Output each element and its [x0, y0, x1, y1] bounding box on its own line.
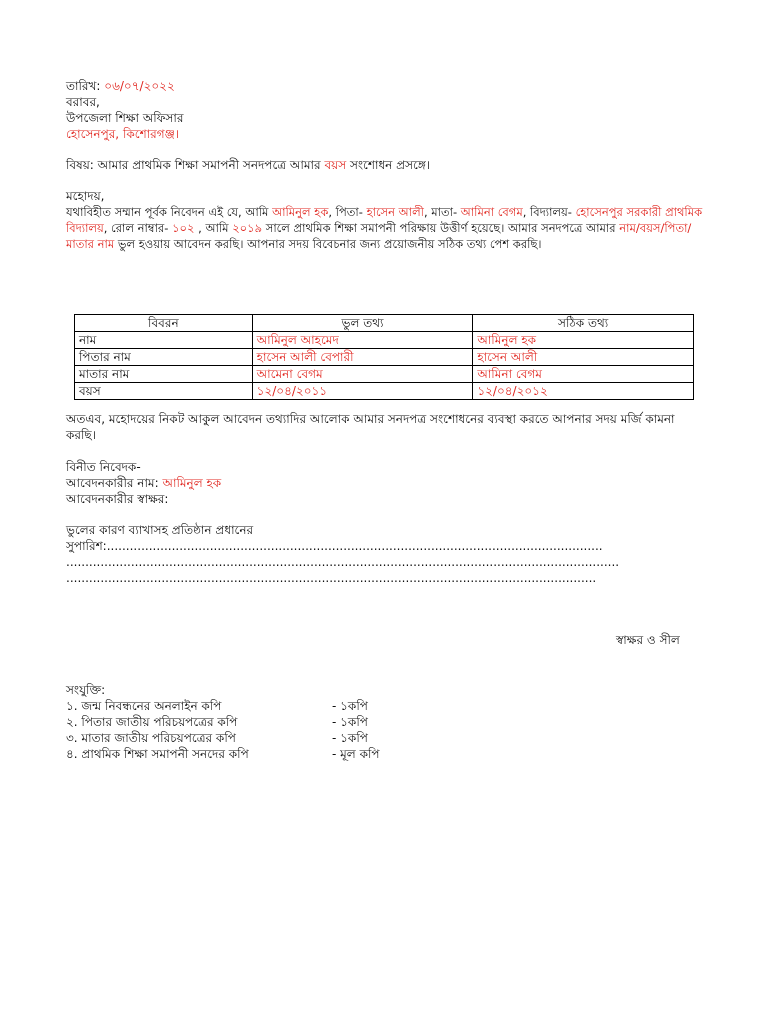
table-header-row	[75, 315, 694, 332]
attachment-qty: - ১কপি	[332, 731, 368, 745]
subject-text-a: আমার প্রাথমিক শিক্ষা সমাপনী সনদপত্রে আমার	[93, 158, 325, 172]
recommendation-line-1	[66, 538, 702, 554]
recommendation-heading: ভুলের কারণ ব্যাখাসহ প্রতিষ্ঠান প্রধানের	[66, 523, 254, 537]
correct-value: আমিনুল হক	[473, 332, 694, 349]
roll-number: ১০২	[172, 221, 195, 235]
correct-value: আমিনা বেগম	[473, 366, 694, 383]
date-value: ০৬/০৭/২০২২	[104, 79, 175, 93]
school-name: হোসেনপুর সরকারী প্রাথমিক বিদ্যালয়	[66, 205, 703, 235]
header-description: বিবরন	[75, 315, 253, 332]
recipient-address: হোসেনপুর, কিশোরগঞ্জ।	[66, 127, 180, 141]
correction-table	[74, 314, 694, 400]
salutation: মহোদয়,	[66, 189, 105, 203]
wrong-value: আমেনা বেগম	[252, 366, 473, 383]
signature-seal: স্বাক্ষর ও সীল	[616, 633, 680, 647]
body-text: যথাবিহীত সম্মান পূর্বক নিবেদন এই যে, আমি	[66, 205, 273, 219]
body-text: , আমি	[194, 221, 233, 235]
attachment-name: ১. জন্ম নিবন্ধনের অনলাইন কপি	[66, 699, 222, 713]
body-text: , বিদ্যালয়-	[522, 205, 576, 219]
wrong-value: ১২/০৪/২০১১	[252, 383, 473, 400]
attachment-qty: - মূল কপি	[332, 747, 380, 761]
attachments-heading: সংযুক্তি:	[66, 683, 106, 697]
attachment-name: ২. পিতার জাতীয় পরিচয়পত্রের কপি	[66, 715, 238, 729]
attachment-qty: - ১কপি	[332, 699, 368, 713]
recipient: উপজেলা শিক্ষা অফিসার	[66, 111, 184, 125]
student-name: আমিনুল হক	[272, 205, 329, 219]
body-text: , পিতা-	[328, 205, 367, 219]
applicant-line	[66, 475, 221, 491]
body-text: ভুল হওয়ায় আবেদন করছি। আপনার সদয় বিবেচনার জন্য প্রয়োজনীয় সঠিক তথ্য পেশ করছি।	[114, 237, 542, 251]
header-wrong-info: ভুল তথ্য	[252, 315, 473, 332]
recommendation-label: সুপারিশ:	[66, 539, 107, 553]
father-name: হাসেন আলী	[366, 205, 424, 219]
subject-highlight: বয়স	[324, 158, 347, 172]
signature-label: আবেদনকারীর স্বাক্ষর:	[66, 492, 169, 506]
recommendation-line-2: .................................................................................................................................................	[66, 555, 620, 569]
pass-year: ২০১৯	[232, 221, 263, 235]
table-row	[75, 383, 694, 400]
attachment-qty: - ১কপি	[332, 715, 368, 729]
row-label: বয়স	[75, 383, 253, 400]
mother-name: আমিনা বেগম	[460, 205, 523, 219]
wrong-fields: নাম/বয়স/পিতা/মাতার নাম	[66, 221, 692, 251]
to-line: বরাবর,	[66, 95, 100, 109]
sincerely: বিনীত নিবেদক-	[66, 460, 141, 474]
closing-paragraph: অতএব, মহোদয়ের নিকট আকুল আবেদন তথ্যাদির আলোক আমার সনদপত্র সংশোধনের ব্যবস্থা করতে আপনার সদয় মর্জি কামনা করছি।	[66, 412, 675, 442]
header-correct-info: সঠিক তথ্য	[473, 315, 694, 332]
date-label: তারিখ:	[66, 79, 101, 93]
date-line	[66, 78, 175, 94]
subject-label: বিষয়:	[66, 158, 94, 172]
body-text: সালে প্রাথমিক শিক্ষা সমাপনী পরিক্ষায় উত্তীর্ণ হয়েছে। আমার সনদপত্রে আমার	[262, 221, 620, 235]
correct-value: ১২/০৪/২০১২	[473, 383, 694, 400]
wrong-value: আমিনুল আহমেদ	[252, 332, 473, 349]
applicant-label: আবেদনকারীর নাম:	[66, 476, 163, 490]
subject-text-b: সংশোধন প্রসঙ্গে।	[346, 158, 431, 172]
table-row	[75, 349, 694, 366]
row-label: পিতার নাম	[75, 349, 253, 366]
body-text: , মাতা-	[423, 205, 461, 219]
subject-line	[66, 157, 430, 173]
row-label: নাম	[75, 332, 253, 349]
correct-value: হাসেন আলী	[473, 349, 694, 366]
wrong-value: হাসেন আলী বেপারী	[252, 349, 473, 366]
body-paragraph	[66, 204, 706, 252]
table-row	[75, 366, 694, 383]
body-text: , রোল নাম্বার-	[103, 221, 173, 235]
row-label: মাতার নাম	[75, 366, 253, 383]
attachment-name: ৩. মাতার জাতীয় পরিচয়পত্রের কপি	[66, 731, 236, 745]
dotted-line: ..................................................................................................................................	[106, 539, 603, 553]
applicant-name: আমিনুল হক	[162, 476, 222, 490]
attachment-name: ৪. প্রাথমিক শিক্ষা সমাপনী সনদের কপি	[66, 747, 249, 761]
recommendation-line-3: ...........................................................................................................................................	[66, 571, 597, 585]
table-row	[75, 332, 694, 349]
